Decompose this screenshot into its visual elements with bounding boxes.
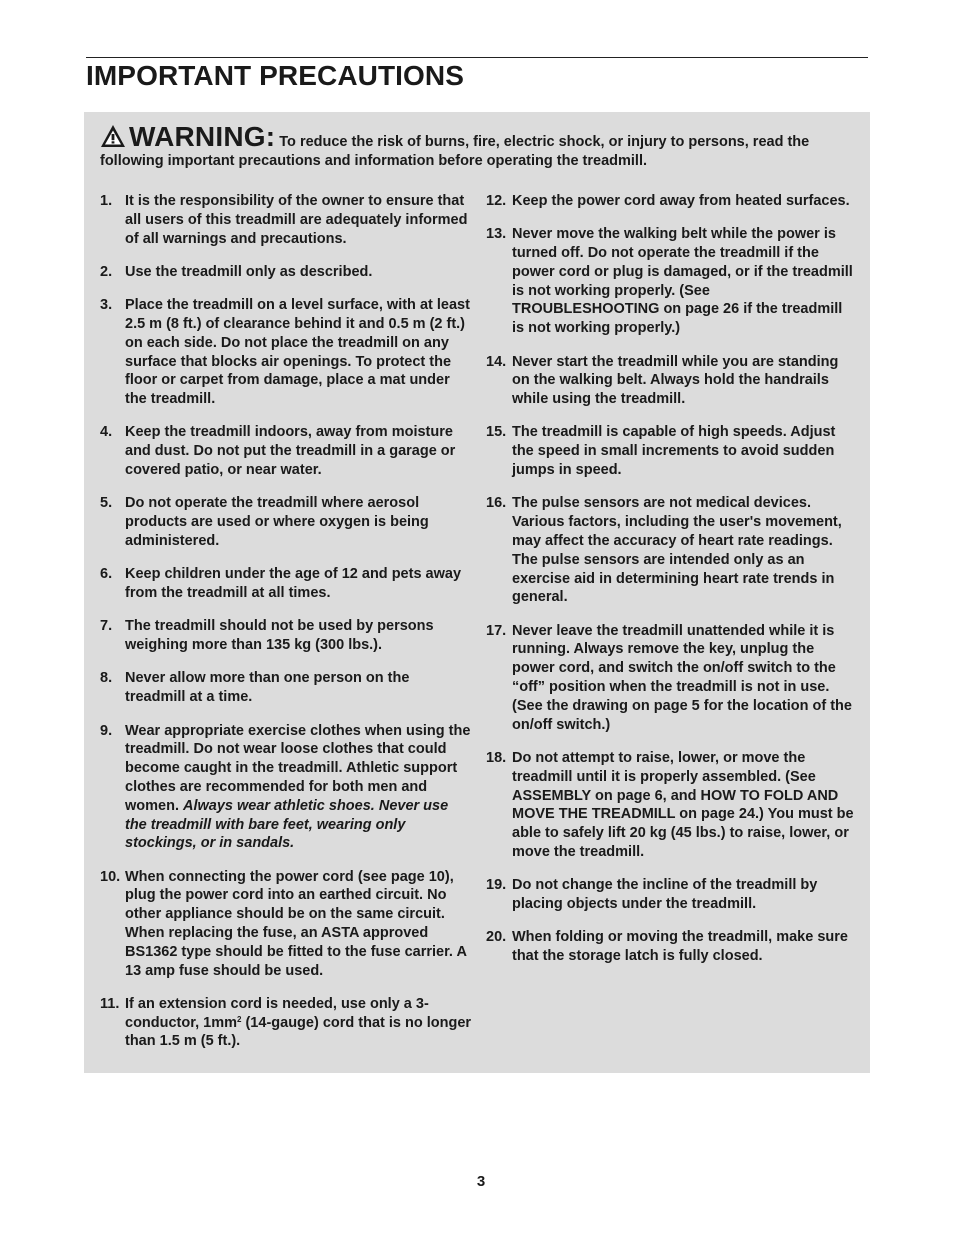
precautions-list-right bbox=[486, 192, 858, 980]
list-item: 2. Use the treadmill only as described. bbox=[100, 263, 373, 280]
list-item: 20. When folding or moving the treadmill, make sure that the storage latch is fully closed. bbox=[486, 929, 848, 965]
list-item: 19. Do not change the incline of the treadmill by placing objects under the treadmill. bbox=[486, 877, 818, 912]
list-item: 1. It is the responsibility of the owner to ensure that all users of this treadmill are adequately informed of all warnings and precautions. bbox=[100, 193, 468, 247]
emphasis-text: Always wear athletic shoes. Never use the treadmill with bare feet, wearing only stockings, or in sandals. bbox=[125, 797, 449, 852]
list-item: 12. Keep the power cord away from heated surfaces. bbox=[486, 193, 850, 209]
warning-text: To reduce the risk of burns, fire, electric shock, or injury to persons, read the following important precautions and information before operating the treadmill. bbox=[100, 134, 810, 169]
list-item: 15. The treadmill is capable of high speeds. Adjust the speed in small increments to avoid sudden jumps in speed. bbox=[486, 424, 836, 479]
list-item: 5. Do not operate the treadmill where aerosol products are used or where oxygen is being administered. bbox=[100, 495, 429, 549]
warning-triangle-icon bbox=[100, 124, 126, 148]
list-item: 17. Never leave the treadmill unattended while it is running. Always remove the key, unplug the power cord, and switch the on/off switch to the “off” position when the treadmill is not in use. (See the drawing on page 5 for the location of the on/off switch.) bbox=[486, 622, 852, 733]
list-item: 14. Never start the treadmill while you are standing on the walking belt. Always hold the handrails while using the treadmill. bbox=[486, 353, 839, 408]
warning-label: WARNING: bbox=[129, 121, 276, 152]
warning-block bbox=[100, 121, 858, 171]
page-title: IMPORTANT PRECAUTIONS bbox=[86, 60, 465, 91]
list-item: 6. Keep children under the age of 12 and pets away from the treadmill at all times. bbox=[100, 566, 462, 602]
page-number: 3 bbox=[476, 1173, 486, 1190]
list-item: 3. Place the treadmill on a level surface, with at least 2.5 m (8 ft.) of clearance behind it and 0.5 m (2 ft.) on each side. Do not place the treadmill on any surface that blocks air openings. To protect the floor or carpet from damage, place a mat under the treadmill. bbox=[100, 297, 470, 408]
list-item: 11. If an extension cord is needed, use only a 3-conductor, $1mm^2$ (14-gauge) cord that is no longer than 1.5 m (5 ft.). bbox=[100, 995, 472, 1050]
list-item: 9. Wear appropriate exercise clothes when using the treadmill. Do not wear loose clothes that could become caught in the treadmill. Athletic support clothes are recommended for both men and women. Always wear athletic shoes. Never use the treadmill with bare feet, wearing only stockings, or in sandals. bbox=[100, 722, 471, 852]
precautions-panel bbox=[84, 112, 870, 1073]
list-item: 10. When connecting the power cord (see page 10), plug the power cord into an earthed circuit. No other appliance should be on the same circuit. When replacing the fuse, an ASTA approved BS1362 type should be fitted to the fuse carrier. A 13 amp fuse should be used. bbox=[100, 868, 467, 979]
list-item: 8. Never allow more than one person on the treadmill at a time. bbox=[100, 670, 410, 706]
list-item: 4. Keep the treadmill indoors, away from moisture and dust. Do not put the treadmill in a garage or covered patio, or near water. bbox=[100, 424, 456, 479]
list-item: 7. The treadmill should not be used by persons weighing more than 135 kg (300 lbs.). bbox=[100, 618, 434, 654]
list-item: 18. Do not attempt to raise, lower, or move the treadmill until it is properly assembled. (See ASSEMBLY on page 6, and HOW TO FOLD AND MOVE THE TREADMILL on page 24.) You must be able to safely lift 20 kg (45 lbs.) to raise, lower, or move the treadmill. bbox=[486, 749, 854, 860]
list-item: 13. Never move the walking belt while the power is turned off. Do not operate the treadmill if the power cord or plug is damaged, or if the treadmill is not working properly. (See TROUBLESHOOTING on page 26 if the treadmill is not working properly.) bbox=[486, 226, 853, 337]
precautions-list-left bbox=[100, 192, 472, 1066]
list-item: 16. The pulse sensors are not medical devices. Various factors, including the user's movement, may affect the accuracy of heart rate readings. The pulse sensors are intended only as an exercise aid in determining heart rate trends in general. bbox=[486, 495, 842, 606]
